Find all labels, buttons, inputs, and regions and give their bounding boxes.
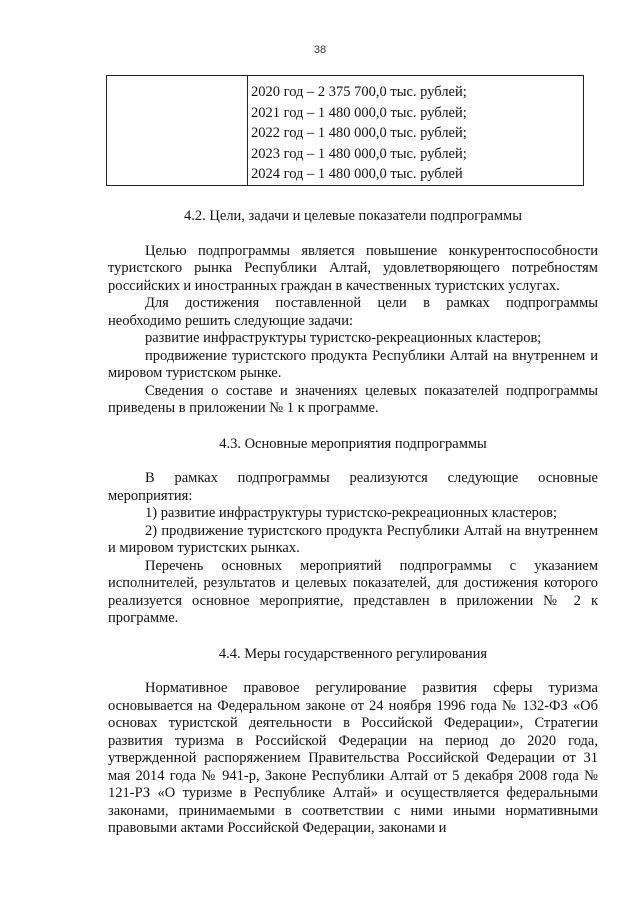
document-body [108, 200, 598, 838]
table-empty-cell [107, 76, 248, 186]
funding-line-2022: 2022 год – 1 480 000,0 тыс. рублей; [251, 125, 467, 141]
paragraph: Для достижения поставленной цели в рамках подпрограммы необходимо решить следующие задачи: [108, 295, 598, 329]
section-heading-4-4: 4.4. Меры государственного регулирования [218, 645, 488, 662]
paragraph: В рамках подпрограммы реализуются следующие основные мероприятия: [108, 470, 598, 504]
funding-table [106, 75, 584, 186]
funding-by-year-cell [248, 76, 584, 186]
paragraph: Перечень основных мероприятий подпрограммы с указанием исполнителей, результатов и целевых показателей, для достижения которого реализуется основное мероприятие, представлен в приложении № 2 к программе. [108, 557, 598, 626]
funding-line-2023: 2023 год – 1 480 000,0 тыс. рублей; [251, 145, 467, 162]
paragraph: Целью подпрограммы является повышение конкурентоспособности туристского рынка Республики Алтай, удовлетворяющего потребностям российских и иностранных граждан в качественных туристских услугах. [108, 242, 598, 294]
funding-line-2021: 2021 год – 1 480 000,0 тыс. рублей; [251, 104, 467, 121]
task-item: развитие инфраструктуры туристско-рекреационных кластеров; [145, 330, 542, 346]
paragraph: Нормативное правовое регулирование развития сферы туризма основывается на Федеральном законе от 24 ноября 1996 года № 132-ФЗ «Об основах туристской деятельности в Российской Федерации», Стратегии развития туризма в Российской Федерации на период до 2020 года, утвержденной распоряжением Правительства Российской Федерации от 31 мая 2014 года № 941-р, Законе Республики Алтай от 5 декабря 2008 года № 121-РЗ «О туризме в Республике Алтай» и осуществляется федеральными законами, принимаемыми в соответствии с ними иными нормативными правовыми актами Российской Федерации, законами и [108, 680, 598, 836]
table-row [107, 76, 584, 186]
task-item: продвижение туристского продукта Республики Алтай на внутреннем и мировом туристском рынке. [108, 347, 598, 381]
page-number: 38 [313, 44, 327, 56]
list-item: 1) развитие инфраструктуры туристско-рекреационных кластеров; [145, 505, 558, 521]
funding-line-2020: 2020 год – 2 375 700,0 тыс. рублей; [251, 84, 467, 100]
section-heading-4-2: 4.2. Цели, задачи и целевые показатели подпрограммы [184, 208, 522, 224]
section-heading-4-3: 4.3. Основные мероприятия подпрограммы [219, 435, 487, 452]
paragraph: Сведения о составе и значениях целевых показателей подпрограммы приведены в приложении № 1 к программе. [108, 382, 598, 416]
funding-line-2024: 2024 год – 1 480 000,0 тыс. рублей [251, 166, 463, 182]
list-item: 2) продвижение туристского продукта Республики Алтай на внутреннем и мировом туристских рынках. [108, 522, 598, 556]
